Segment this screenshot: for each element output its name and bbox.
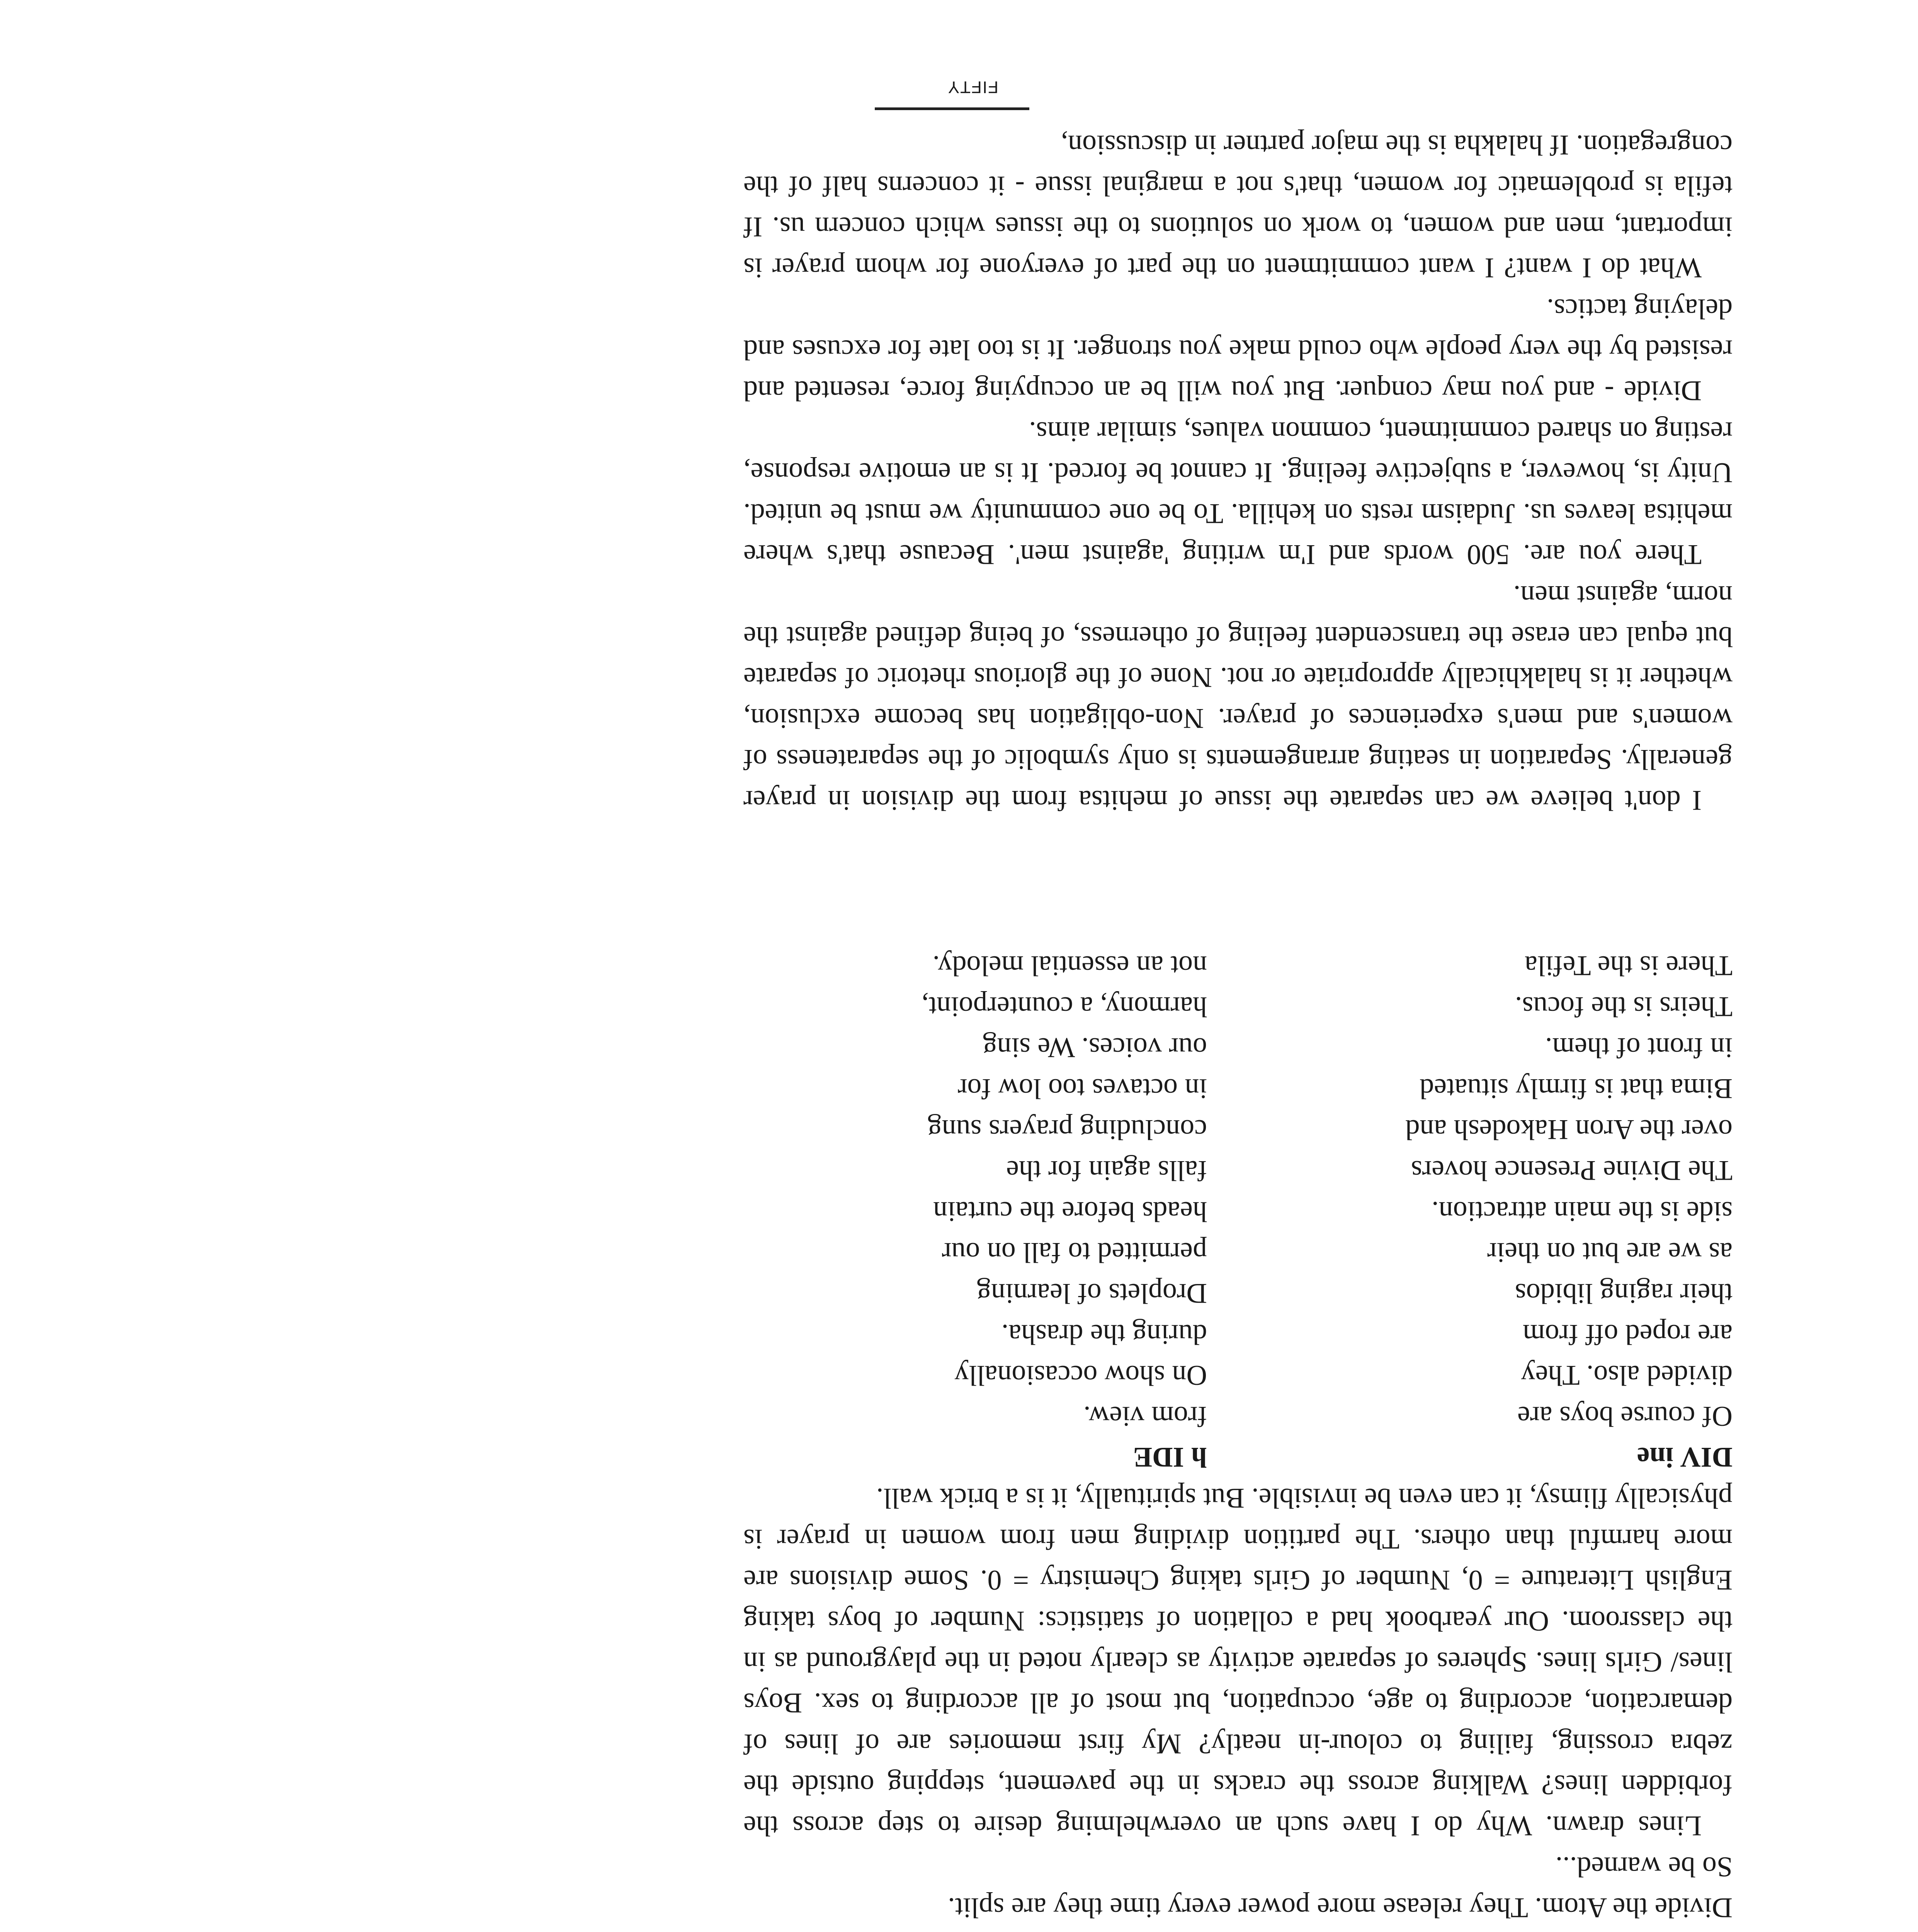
poem-line: Of course boys are xyxy=(1517,1400,1733,1432)
intro-paragraph: So be warned... xyxy=(1555,1851,1733,1883)
poem-line: their raging libidos xyxy=(1515,1277,1733,1309)
page-number: FIFTY xyxy=(947,78,998,97)
folio-rule xyxy=(875,107,1029,110)
poem-line: harmony, a counterpoint, xyxy=(921,991,1207,1022)
intro-paragraph xyxy=(743,1928,1733,1932)
poem-line: Bima that is firmly situated xyxy=(1420,1073,1733,1104)
poem-line: concluding prayers sung xyxy=(927,1114,1207,1145)
poem xyxy=(743,821,1733,1478)
poem-line: heads before the curtain xyxy=(933,1196,1207,1227)
poem-line: in octaves too low for xyxy=(957,1073,1207,1104)
poem-line: falls again for the xyxy=(1006,1155,1207,1186)
poem-line: There is the Tefila xyxy=(1525,950,1733,981)
poem-line: permitted to fall on our xyxy=(942,1236,1207,1268)
poem-line: as we are but on their xyxy=(1487,1236,1733,1268)
closing-paragraph: Divide - and you may conquer. But you will be an occupying force, resented and resisted by the very people who could make you stronger. It is too late for excuses and delaying tactics. xyxy=(743,293,1733,406)
poem-line: The Divine Presence hovers xyxy=(1411,1155,1733,1186)
closing-paragraph: What do I want? I want commitment on the part of everyone for whom prayer is important, men and women, to work on solutions to the issues which concern us. If tefila is problematic for women, that's not a marginal issue - it concerns half of the congregation. If halakha is the major partner in discussion, xyxy=(743,129,1733,284)
poem-line: over the Aron Hakodesh and xyxy=(1405,1114,1733,1145)
article-body xyxy=(743,124,1733,1932)
poem-line: during the drasha. xyxy=(1001,1318,1207,1350)
intro-paragraph: Divide the Atom. They release more power every time they are split. xyxy=(948,1892,1733,1923)
poem-heading-right: h IDE xyxy=(1133,1441,1207,1473)
poem-line: not an essential melody. xyxy=(932,950,1207,981)
closing-paragraph: There you are. 500 words and I'm writing 'against men'. Because that's where mehitsa leaves us. Judaism rests on kehilla. To be one community we must be united. Unity is, however, a subjective feeling. It cannot be forced. It is an emotive response, resting on shared commitment, common values, similar aims. xyxy=(743,416,1733,570)
poem-line: in front of them. xyxy=(1545,1032,1733,1063)
poem-line: from view. xyxy=(1083,1400,1207,1432)
poem-column-left xyxy=(1405,945,1733,1478)
poem-line: side is the main attraction. xyxy=(1432,1196,1733,1227)
poem-line: are roped off from xyxy=(1522,1318,1733,1350)
lines-paragraph: Lines drawn. Why do I have such an overwhelming desire to step across the forbidden lines? Walking across the cracks in the pavement, stepping outside the zebra crossing, failing to colour-in neatly? My first memories are of lines of demarcation, according to age, occupation, but most of all according to sex. Boys lines/ Girls lines. Spheres of separate activity as clearly noted in the playground as in the classroom. Our yearbook had a collation of statistics: Number of boys taking English Literature = 0, Number of Girls taking Chemistry = 0. Some divisions are more harmful than others. The partition dividing men from women in prayer is physically flimsy, it can even be invisible. But spiritually, it is a brick wall. xyxy=(743,1482,1733,1842)
poem-line: our voices. We sing xyxy=(983,1032,1207,1063)
poem-line: divided also. They xyxy=(1521,1359,1733,1391)
closing-paragraph: I don't believe we can separate the issue of mehitsa from the division in prayer generally. Separation in seating arrangements is only symbolic of the separateness of women's and men's experiences of prayer. Non-obligation has become exclusion, whether it is halakhically appropriate or not. None of the glorious rhetoric of separate but equal can erase the transcendent feeling of otherness, of being defined against the norm, against men. xyxy=(743,580,1733,816)
poem-line: On show occasionally xyxy=(954,1359,1207,1391)
poem-line: Droplets of learning xyxy=(977,1277,1207,1309)
poem-heading-left: DIV ine xyxy=(1637,1441,1733,1473)
poem-line: Theirs is the focus. xyxy=(1515,991,1733,1022)
poem-column-right xyxy=(922,945,1207,1478)
